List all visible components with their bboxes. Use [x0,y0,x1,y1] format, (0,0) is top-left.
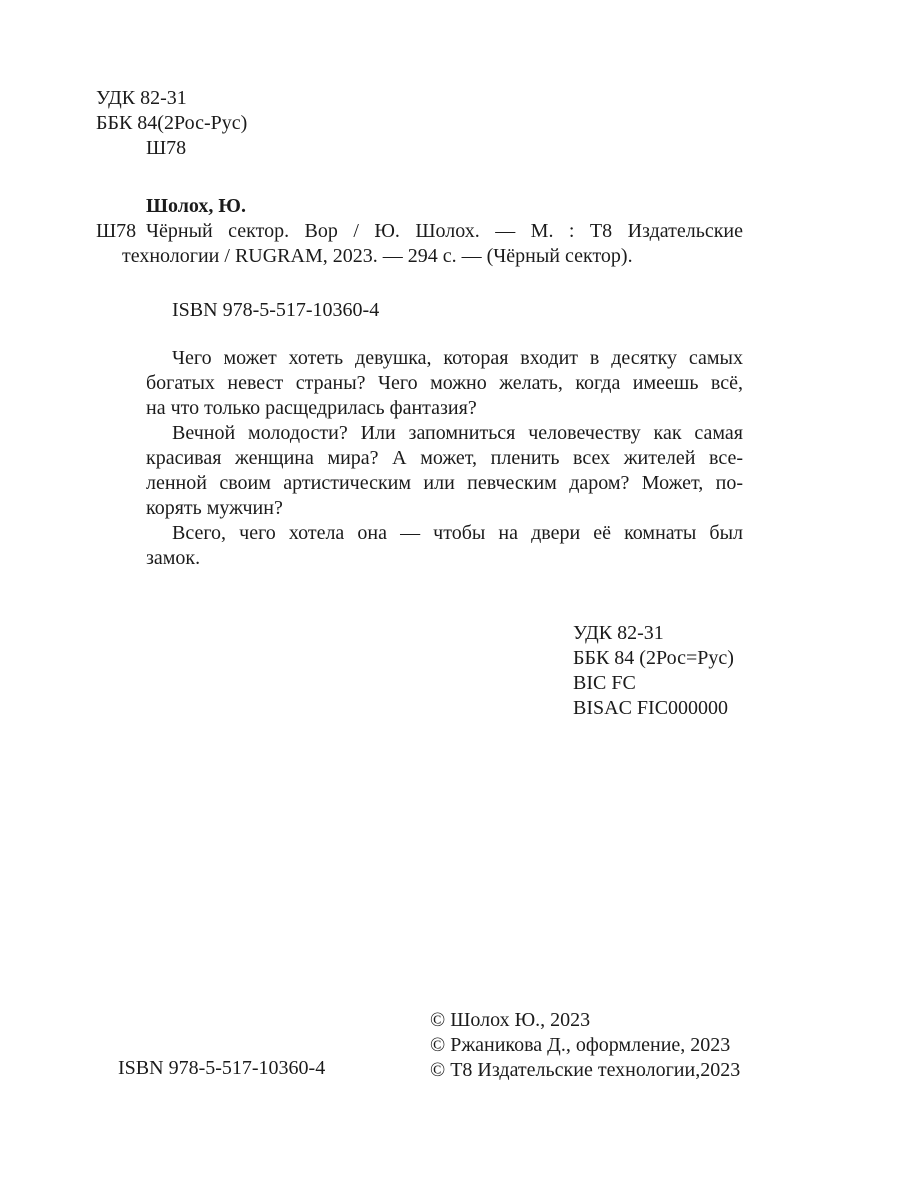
annotation-line: ленной своим артистическим или певческим даром? Может, по- [146,472,743,494]
udk-code: УДК 82-31 [96,87,187,109]
copyright-line: © Ржаникова Д., оформление, 2023 [430,1034,731,1056]
classification-bbk: ББК 84 (2Рос=Рус) [573,647,734,669]
classification-bic: BIC FC [573,672,636,694]
copyright-line: © Шолох Ю., 2023 [430,1009,591,1031]
copyright-block [430,1008,740,1083]
annotation-line: Вечной молодости? Или запомниться человечеству как самая [172,422,743,444]
bibliographic-line: технологии / RUGRAM, 2023. — 294 с. — (Чёрный сектор). [122,245,633,267]
classification-udk: УДК 82-31 [573,622,664,644]
annotation [146,346,743,571]
copyright-line: © Т8 Издательские технологии,2023 [430,1059,741,1081]
bibliographic-mark: Ш78 [96,220,137,242]
isbn-top: ISBN 978-5-517-10360-4 [172,299,380,321]
bibliographic-description [122,219,743,269]
annotation-line: богатых невест страны? Чего можно желать, когда имеешь всё, [146,372,743,394]
annotation-line: на что только расщедрилась фантазия? [146,397,477,419]
bibliographic-line: Чёрный сектор. Вор / Ю. Шолох. — М. : Т8 Издательские [146,220,743,242]
top-codes [96,86,247,161]
classification-codes [573,621,734,721]
annotation-line: замок. [146,547,201,569]
annotation-line: Всего, чего хотела она — чтобы на двери её комнаты был [172,522,743,544]
bbk-code: ББК 84(2Рос-Рус) [96,112,248,134]
author-heading: Шолох, Ю. [146,195,246,217]
annotation-line: Чего может хотеть девушка, которая входит в десятку самых [172,347,743,369]
annotation-line: корять мужчин? [146,497,283,519]
classification-bisac: BISAC FIC000000 [573,697,729,719]
author-mark: Ш78 [146,137,187,159]
isbn-bottom: ISBN 978-5-517-10360-4 [118,1057,326,1079]
annotation-line: красивая женщина мира? А может, пленить всех жителей все- [146,447,743,469]
